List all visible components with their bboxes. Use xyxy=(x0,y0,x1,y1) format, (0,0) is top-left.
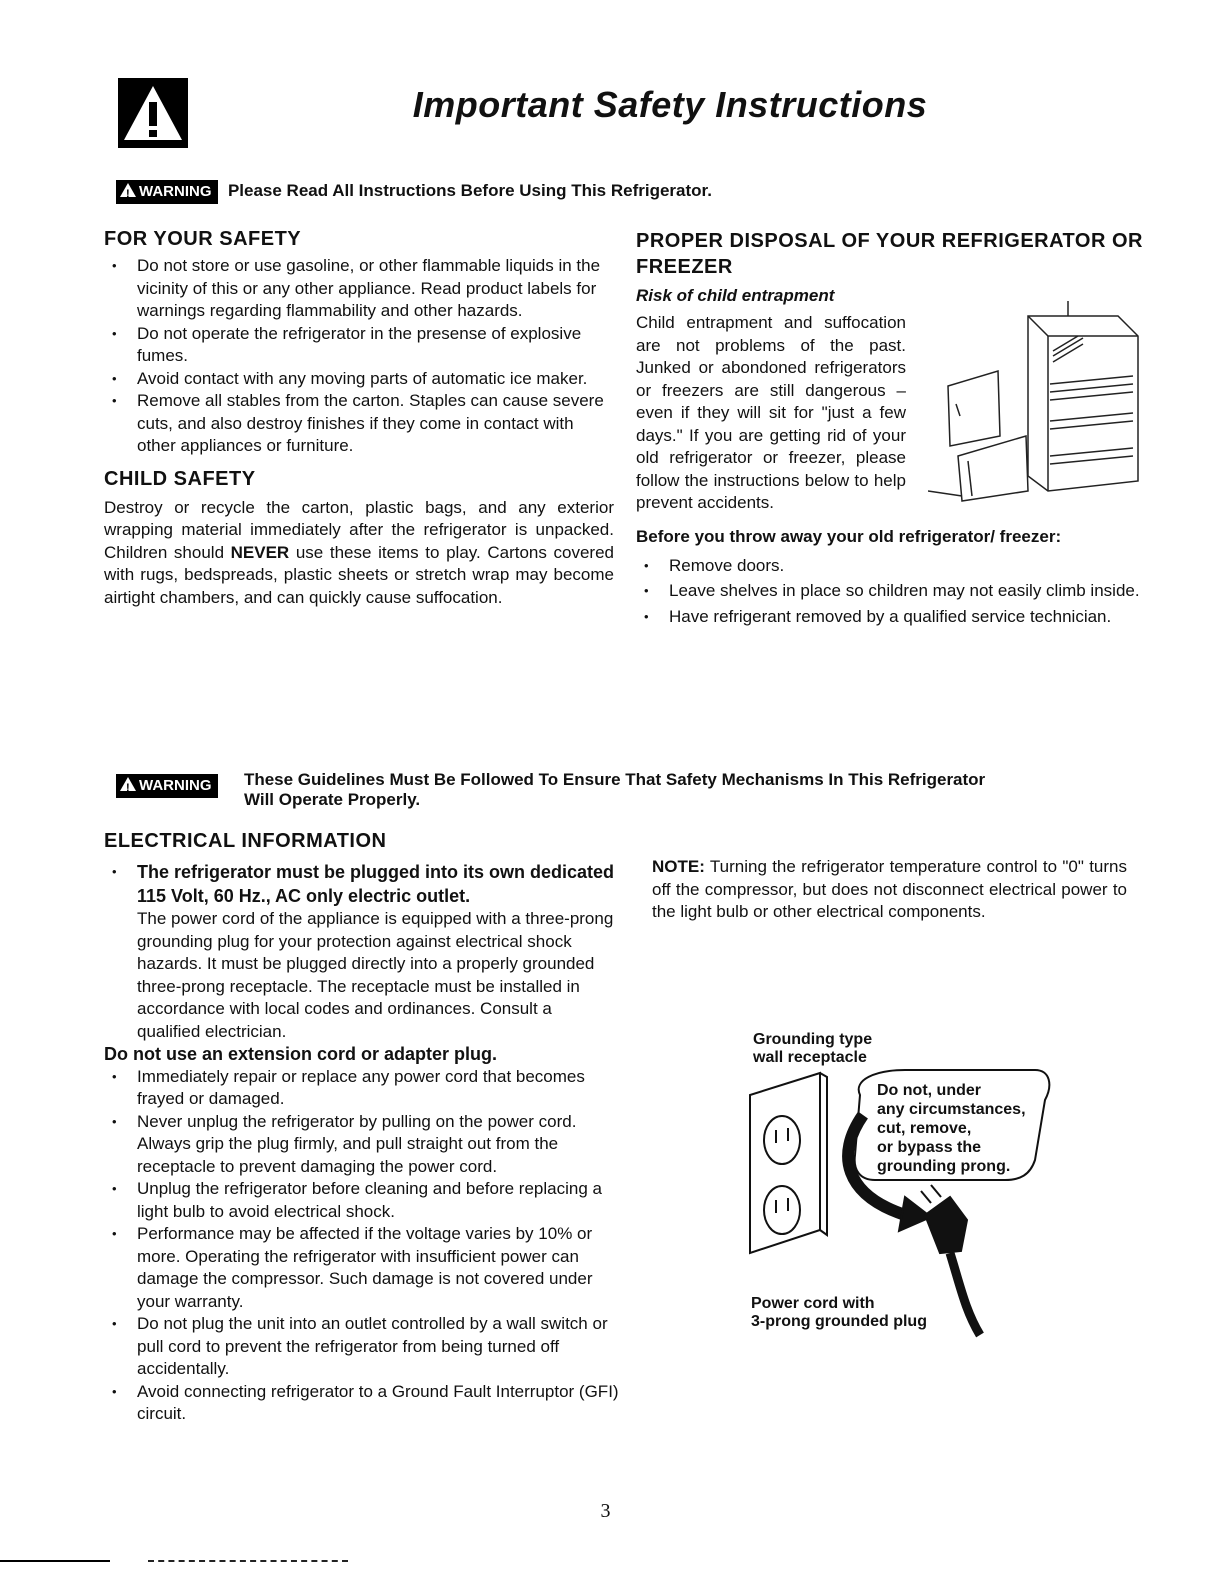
list-item: • Never unplug the refrigerator by pulling on the power cord. Always grip the plug firmly, and pull straight out from the receptacle to prevent damaging the power cord. xyxy=(104,1111,619,1179)
list-item: • Unplug the refrigerator before cleaning and before replacing a light bulb to avoid electrical shock. xyxy=(104,1178,619,1223)
grounding-warning: Do not, under any circumstances, cut, remove, or bypass the grounding prong. xyxy=(877,1082,1026,1175)
list-item: • Do not plug the unit into an outlet controlled by a wall switch or pull cord to prevent the refrigerator from being turned off accidentally. xyxy=(104,1313,619,1381)
safety-list xyxy=(104,255,614,458)
list-item: • Avoid connecting refrigerator to a Ground Fault Interruptor (GFI) circuit. xyxy=(104,1381,619,1426)
child-safety-text: Destroy or recycle the carton, plastic bags, and any exterior wrapping material immediately after the refrigerator is unpacked. Children should NEVER use these items to play. Cartons covered with rugs, bedspreads, plastic sheets or stretch wrap may become airtight chambers, and can quickly cause suffocation. xyxy=(104,497,614,607)
footer-dash xyxy=(148,1560,348,1562)
list-item: • Do not operate the refrigerator in the presense of explosive fumes. xyxy=(104,323,614,368)
disposal-text: Child entrapment and suffocation are not problems of the past. Junked or abondoned refrigerators or freezers are still dangerous – even if they will sit for "just a few days." If you are getting rid of your old refrigerator or freezer, please follow the instructions below to help prevent accidents. xyxy=(636,313,906,512)
cord-label: Power cord with 3-prong grounded plug xyxy=(751,1295,927,1330)
disposal-list xyxy=(636,555,1151,629)
warning-badge: !WARNING xyxy=(116,180,218,204)
section-heading: ELECTRICAL INFORMATION xyxy=(104,830,387,852)
warning-icon xyxy=(120,777,136,791)
list-item: • The refrigerator must be plugged into its own dedicated 115 Volt, 60 Hz., AC only electric outlet. The power cord of the appliance is equipped with a three-prong grounding plug for your protection against electrical shock hazards. It must be plugged directly into a properly grounded three-prong receptacle. The receptacle must be installed in accordance with local codes and ordinances. Consult a qualified electrician. xyxy=(104,861,619,1043)
for-your-safety-section xyxy=(104,228,614,609)
list-item: • Have refrigerant removed by a qualified service technician. xyxy=(636,606,1151,629)
section-heading: PROPER DISPOSAL OF YOUR REFRIGERATOR OR FREEZER xyxy=(636,230,1143,278)
receptacle-label: Grounding type wall receptacle xyxy=(753,1031,873,1066)
list-item: • Leave shelves in place so children may not easily climb inside. xyxy=(636,580,1151,603)
footer-rule xyxy=(0,1560,110,1562)
section-heading: CHILD SAFETY xyxy=(104,467,256,490)
list-item: • Remove all stables from the carton. Staples can cause severe cuts, and also destroy finishes if they come in contact with other appliances or furniture. xyxy=(104,390,614,458)
warning-banner-2 xyxy=(116,770,1156,810)
list-item: • Avoid contact with any moving parts of automatic ice maker. xyxy=(104,368,614,391)
list-item: • Remove doors. xyxy=(636,555,1151,578)
list-item: • Performance may be affected if the voltage varies by 10% or more. Operating the refrigerator with insufficient power can damage the compressor. Such damage is not covered under your warranty. xyxy=(104,1223,619,1313)
warning-badge: !WARNING xyxy=(116,774,218,798)
sub-heading: Risk of child entrapment xyxy=(636,286,835,305)
list-item: • Do not store or use gasoline, or other flammable liquids in the vicinity of this or any other appliance. Read product labels for warnings regarding flammability and other hazards. xyxy=(104,255,614,323)
section-heading: FOR YOUR SAFETY xyxy=(104,228,302,250)
note-text: NOTE: Turning the refrigerator temperature control to "0" turns off the compressor, but does not disconnect electrical power to the light bulb or other electrical components. xyxy=(652,857,1127,921)
before-heading: Before you throw away your old refrigerator/ freezer: xyxy=(636,526,1062,546)
warning-text: These Guidelines Must Be Followed To Ensure That Safety Mechanisms In This Refrigerator Will Operate Properly. xyxy=(243,770,986,809)
warning-icon xyxy=(120,183,136,197)
page-title: Important Safety Instructions xyxy=(412,84,928,125)
refrigerator-illustration xyxy=(928,296,1153,506)
electrical-list-1 xyxy=(104,861,619,1043)
grounding-diagram xyxy=(735,1025,1075,1345)
warning-triangle-icon xyxy=(118,78,188,148)
list-item: • Immediately repair or replace any power cord that becomes frayed or damaged. xyxy=(104,1066,619,1111)
electrical-section xyxy=(104,830,619,1426)
warning-text: Please Read All Instructions Before Using This Refrigerator. xyxy=(227,181,712,201)
warning-banner-1 xyxy=(116,180,1156,204)
electrical-list-2 xyxy=(104,1066,619,1426)
extension-warning: Do not use an extension cord or adapter plug. xyxy=(104,1044,498,1064)
page-number: 3 xyxy=(600,1500,611,1522)
